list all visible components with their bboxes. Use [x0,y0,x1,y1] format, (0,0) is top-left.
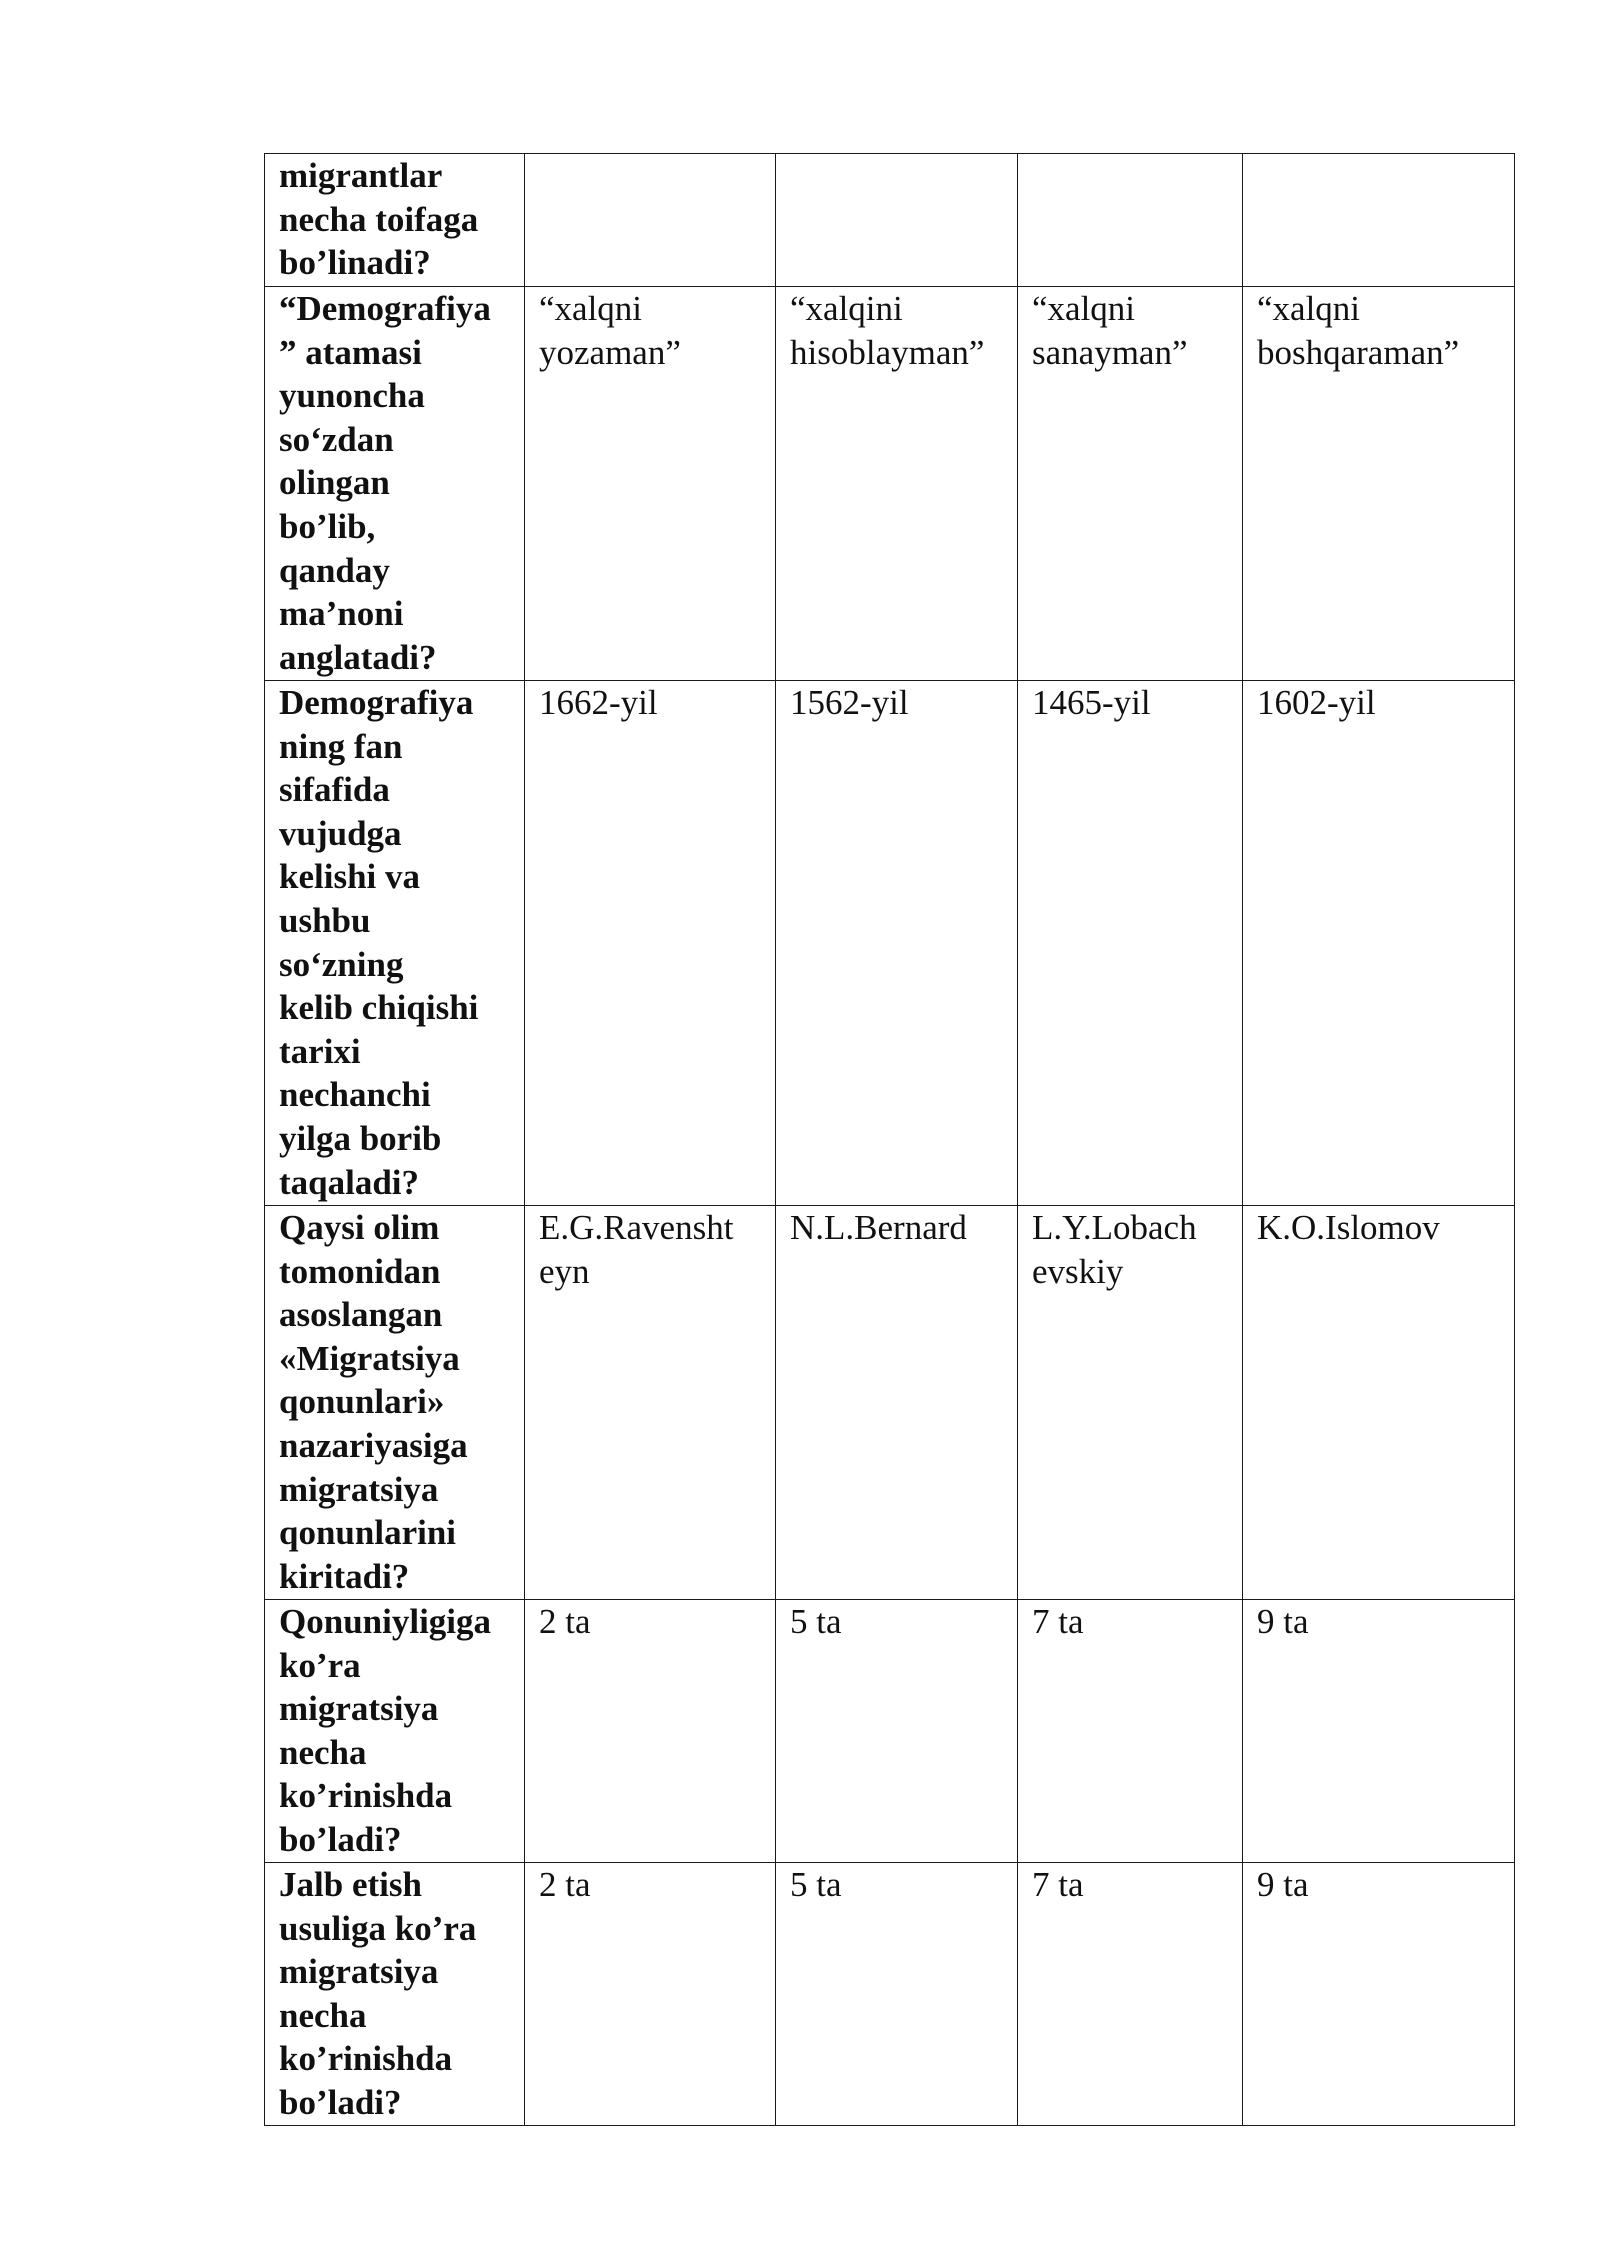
question-cell [265,1863,525,2126]
option-cell-4 [1243,681,1515,1206]
option-cell-1 [525,1206,776,1600]
option-text: 1465-yil [1032,683,1151,722]
question-text: Jalb etish usuliga ko’ra migratsiya necha ko’rinishda bo’ladi? [279,1865,477,2122]
question-cell [265,1600,525,1863]
option-cell-4 [1243,1863,1515,2126]
option-text: “xalqni boshqaraman” [1257,289,1460,372]
option-cell-2 [776,1206,1018,1600]
option-text: 5 ta [790,1865,842,1904]
option-cell-2 [776,1600,1018,1863]
option-cell-1 [525,1600,776,1863]
question-text: “Demografiya ” atamasi yunoncha so‘zdan olingan bo’lib, qanday ma’noni anglatadi? [279,289,491,677]
option-cell-3 [1018,154,1243,287]
table-row [265,1600,1515,1863]
table-row [265,1206,1515,1600]
option-text: 7 ta [1032,1865,1084,1904]
option-text: “xalqni yozaman” [539,289,681,372]
question-cell [265,1206,525,1600]
question-text: Qaysi olim tomonidan asoslangan «Migratsiya qonunlari» nazariyasiga migratsiya qonunlarini kiritadi? [279,1208,468,1596]
option-cell-4 [1243,1206,1515,1600]
option-cell-4 [1243,1600,1515,1863]
table-row [265,154,1515,287]
question-text: Demografiya ning fan sifafida vujudga kelishi va ushbu so‘zning kelib chiqishi tarixi nechanchi yilga borib taqaladi? [279,683,479,1202]
option-cell-1 [525,1863,776,2126]
question-text: Qonuniyligiga ko’ra migratsiya necha ko’rinishda bo’ladi? [279,1602,492,1859]
option-text: 2 ta [539,1865,591,1904]
table-row [265,1863,1515,2126]
option-text: 7 ta [1032,1602,1084,1641]
option-text: “xalqini hisoblayman” [790,289,985,372]
table-row [265,681,1515,1206]
option-cell-3 [1018,1206,1243,1600]
option-cell-2 [776,287,1018,681]
option-cell-1 [525,287,776,681]
option-text: 9 ta [1257,1602,1309,1641]
option-cell-2 [776,154,1018,287]
option-cell-4 [1243,287,1515,681]
table-row [265,287,1515,681]
option-cell-1 [525,681,776,1206]
option-text: E.G.Ravensht eyn [539,1208,734,1291]
question-cell [265,154,525,287]
option-text: N.L.Bernard [790,1208,967,1247]
option-text: 1662-yil [539,683,658,722]
option-text: L.Y.Lobach evskiy [1032,1208,1197,1291]
option-cell-2 [776,1863,1018,2126]
question-cell [265,287,525,681]
option-text: K.O.Islomov [1257,1208,1440,1247]
option-text: 1562-yil [790,683,909,722]
option-text: 9 ta [1257,1865,1309,1904]
option-text: 2 ta [539,1602,591,1641]
question-cell [265,681,525,1206]
option-text: “xalqni sanayman” [1032,289,1188,372]
question-text: migrantlar necha toifaga bo’linadi? [279,156,479,283]
option-cell-2 [776,681,1018,1206]
option-cell-3 [1018,681,1243,1206]
option-cell-1 [525,154,776,287]
option-cell-4 [1243,154,1515,287]
option-cell-3 [1018,1600,1243,1863]
quiz-table [264,153,1515,2126]
option-text: 5 ta [790,1602,842,1641]
option-cell-3 [1018,287,1243,681]
option-text: 1602-yil [1257,683,1376,722]
option-cell-3 [1018,1863,1243,2126]
